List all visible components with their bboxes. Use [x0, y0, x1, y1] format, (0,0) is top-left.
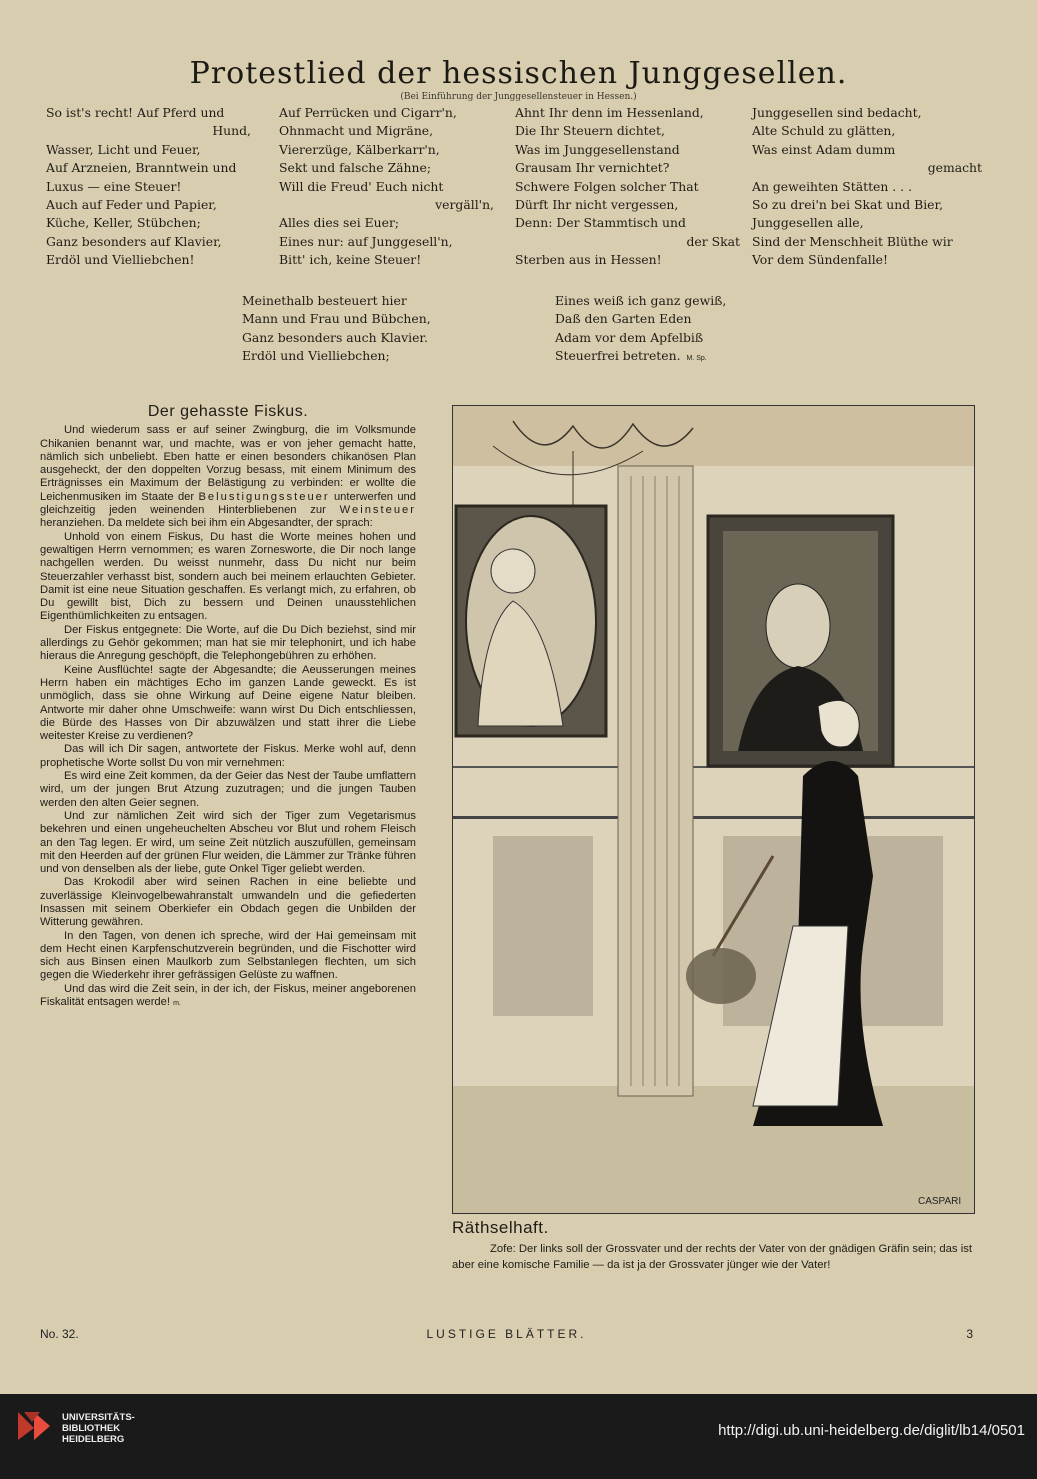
poem-line: Bitt' ich, keine Steuer! — [279, 252, 422, 268]
poem-line: gemacht — [927, 160, 982, 176]
poem-line: der Skat — [686, 233, 740, 249]
poem-stanza-4 — [752, 104, 982, 270]
article-paragraph: Es wird eine Zeit kommen, da der Geier das Nest der Taube umflattern wird, um der jungen Brut Atzung zuzutragen; und die jungen Tauben werden den alten Geier segnen. — [40, 770, 416, 809]
article-der-gehasste-fiskus — [40, 405, 416, 1010]
poem-line: Viererzüge, Kälberkarr'n, — [279, 141, 440, 157]
poem-stanza-6 — [555, 292, 815, 369]
poem-stanza-3 — [515, 104, 740, 270]
poem-signature: M. Sp. — [686, 355, 707, 363]
poem-line: Alte Schuld zu glätten, — [752, 123, 896, 139]
poem-line: So zu drei'n bei Skat und Bier, — [752, 197, 944, 213]
poem-line: Auch auf Feder und Papier, — [46, 197, 217, 213]
poem-line: An geweihten Stätten . . . — [752, 178, 913, 194]
article-paragraph — [40, 424, 416, 530]
poem-line: Erdöl und Vielliebchen! — [46, 252, 195, 268]
magazine-name: LUSTIGE BLÄTTER. — [426, 1327, 587, 1341]
poem-line: Ahnt Ihr denn im Hessenland, — [515, 105, 704, 120]
university-library-logo-icon — [14, 1408, 54, 1444]
poem-line: Eines weiß ich ganz gewiß, — [555, 293, 727, 308]
poem-line: Denn: Der Stammtisch und — [515, 215, 686, 231]
poem-line: Auf Arzneien, Branntwein und — [46, 160, 237, 176]
illustration-maid-portraits — [452, 405, 975, 1214]
article-paragraph: Das will ich Dir sagen, antwortete der Fiskus. Merke wohl auf, denn prophetische Worte sollst Du von mir vernehmen: — [40, 743, 416, 769]
article-signature: m. — [173, 1000, 181, 1008]
text-run: unterwerfen und gleichzeitig jeden weinenden Hinterbliebenen zur — [40, 490, 417, 517]
poem-line: Dürft Ihr nicht vergessen, — [515, 197, 679, 213]
page-footer — [40, 1327, 973, 1347]
poem-line: Die Ihr Steuern dichtet, — [515, 123, 665, 139]
poem-line-text: Steuerfrei betreten. — [555, 348, 681, 364]
poem-line: Wasser, Licht und Feuer, — [46, 141, 201, 157]
article-title: Der gehasste Fiskus. — [147, 403, 309, 420]
text-run: Und wiederum sass er auf seiner Zwingburg, die im Volksmunde Chikanien benannt war, und machte, was er von jeher gemacht hatte, nämlich sich unbeliebt. Eben hatte er einen besonders chikanösen Plan ausgeheckt, der den doppelten Vorzug besass, mit einem Minimum des Erträgnisses ein Maximum der Belästigung zu verbinden: er wollte die Leichenmusiken im Staate der — [40, 424, 416, 503]
poem-line: Junggesellen sind bedacht, — [752, 105, 922, 120]
poem-line: Will die Freud' Euch nicht — [279, 178, 444, 194]
poem-line: Was im Junggesellenstand — [515, 141, 680, 157]
poem-line: vergäll'n, — [435, 197, 494, 213]
page-number: 3 — [966, 1327, 973, 1341]
library-name-line: BIBLIOTHEK — [62, 1423, 121, 1434]
poem-line: Hund, — [212, 123, 251, 139]
permalink-url[interactable]: http://digi.ub.uni-heidelberg.de/diglit/lb14/0501 — [718, 1422, 1025, 1439]
poem-line: Junggesellen alle, — [752, 215, 864, 231]
poem-subtitle: (Bei Einführung der Junggesellensteuer in Hessen.) — [400, 92, 637, 102]
poem-line: Sekt und falsche Zähne; — [279, 160, 432, 176]
text-run: Und das wird die Zeit sein, in der ich, der Fiskus, meiner angeborenen Fiskalität entsagen werde! — [40, 982, 416, 1009]
poem-line: Ganz besonders auf Klavier, — [46, 233, 222, 249]
poem-stanza-1 — [46, 104, 251, 270]
poem-line: So ist's recht! Auf Pferd und — [46, 105, 225, 120]
poem-line: Ganz besonders auch Klavier. — [242, 329, 428, 345]
artist-signature: CASPARI — [918, 1196, 962, 1207]
illustration-drawing — [453, 406, 974, 1213]
poem-line: Meinethalb besteuert hier — [242, 293, 407, 308]
text-run-emphasis: Belustigungssteuer — [198, 490, 330, 503]
article-paragraph: Und zur nämlichen Zeit wird sich der Tiger zum Vegetarismus bekehren und einen ungeheuchelten Abscheu vor Blut und rohem Fleisch an den Tag legen. Er wird, um seine Zeit nützlich auszufüllen, gemeinsam mit den Heerden auf der grünen Flur weiden, die Lämmer zur Tränke führen und von denselben als der liebe, gute Onkel Tiger geliebt werden. — [40, 809, 416, 876]
poem-line: Schwere Folgen solcher That — [515, 178, 699, 194]
article-paragraph: In den Tagen, von denen ich spreche, wird der Hai gemeinsam mit dem Hecht einen Karpfenschutzverein begründen, und die Fischotter wird sich aus Binsen einen Maulkorb zum Selbstanlegen flechten, um sich gegen die Wiederkehr ihrer gefrässigen Gelüste zu waffnen. — [40, 929, 416, 982]
poem-line: Luxus — eine Steuer! — [46, 178, 182, 194]
poem-line: Vor dem Sündenfalle! — [752, 252, 888, 268]
riddle-title: Räthselhaft. — [452, 1218, 549, 1237]
poem-line: Adam vor dem Apfelbiß — [555, 329, 704, 345]
article-paragraph — [40, 983, 416, 1011]
poem-line: Daß den Garten Eden — [555, 311, 692, 327]
library-name — [62, 1412, 135, 1445]
poem-line: Was einst Adam dumm — [752, 141, 896, 157]
poem-line: Ohnmacht und Migräne, — [279, 123, 434, 139]
poem-line: Sind der Menschheit Blüthe wir — [752, 233, 953, 249]
poem-line — [555, 347, 815, 368]
issue-number: No. 32. — [40, 1327, 79, 1341]
poem-title: Protestlied der hessischen Junggesellen. — [189, 56, 848, 91]
poem-line: Grausam Ihr vernichtet? — [515, 160, 670, 176]
article-paragraph: Das Krokodil aber wird seinen Rachen in eine beliebte und zuverlässige Kleinvogelbewahranstalt umwandeln und die gefiederten Insassen mit seinem Oberkiefer ein Obdach gegen die Unbilden der Witterung gewähren. — [40, 876, 416, 929]
text-run: heranziehen. Da meldete sich bei ihm ein Abgesandter, der sprach: — [40, 517, 373, 530]
poem-line: Eines nur: auf Junggesell'n, — [279, 233, 453, 249]
poem-line: Mann und Frau und Bübchen, — [242, 311, 431, 327]
poem-stanza-2 — [279, 104, 494, 270]
poem-stanza-5 — [242, 292, 522, 366]
article-paragraph: Der Fiskus entgegnete: Die Worte, auf die Du Dich beziehst, sind mir allerdings zu Gehör gekommen; man hat sie mir telephonirt, und ich habe hieraus die Anregung geschöpft, die Telephongebühren zu erhöhen. — [40, 623, 416, 663]
text-run-emphasis: Weinsteuer — [339, 504, 417, 517]
library-footer-bar — [0, 1394, 1037, 1479]
article-paragraph: Keine Ausflüchte! sagte der Abgesandte; die Aeusserungen meines Herrn haben ein mächtiges Echo im ganzen Lande geweckt. Es ist unmöglich, dass sie ohne Wirkung auf Deine eigene Natur bleiben. Antworte mir daher ohne Umschweife: wann wirst Du Dich entschliessen, die Bürde des Hasses von Dir abzuwälzen und statt ihrer die Liebe weitester Kreise zu verdienen? — [40, 663, 416, 743]
library-name-line: UNIVERSITÄTS- — [62, 1412, 135, 1423]
poem-line: Erdöl und Vielliebchen; — [242, 348, 390, 364]
riddle-caption — [452, 1218, 973, 1273]
poem-line: Sterben aus in Hessen! — [515, 252, 662, 268]
poem-line: Auf Perrücken und Cigarr'n, — [279, 105, 457, 120]
article-paragraph: Unhold von einem Fiskus, Du hast die Worte meines hohen und gewaltigen Herrn vernommen; es waren Zornesworte, die Dir noch lange nachgellen werden. Du weisst nunmehr, dass Du nicht nur beim Steuerzahler verhasst bist, sondern auch bei meinem erlauchten Gebieter. Damit ist eine neue Situation geschaffen. Es verlangt mich, zu erfahren, ob Du gewillt bist, Dich zu bessern und Deinen unausstehlichen Eigenthümlichkeiten zu entsagen. — [40, 530, 416, 623]
poem-line: Alles dies sei Euer; — [279, 215, 400, 231]
library-name-line: HEIDELBERG — [62, 1434, 125, 1445]
poem-line: Küche, Keller, Stübchen; — [46, 215, 201, 231]
riddle-text: Zofe: Der links soll der Grossvater und der rechts der Vater von der gnädigen Gräfin sein; das ist aber eine komische Familie — da ist ja der Grossvater jünger wie der Vater! — [452, 1243, 973, 1271]
